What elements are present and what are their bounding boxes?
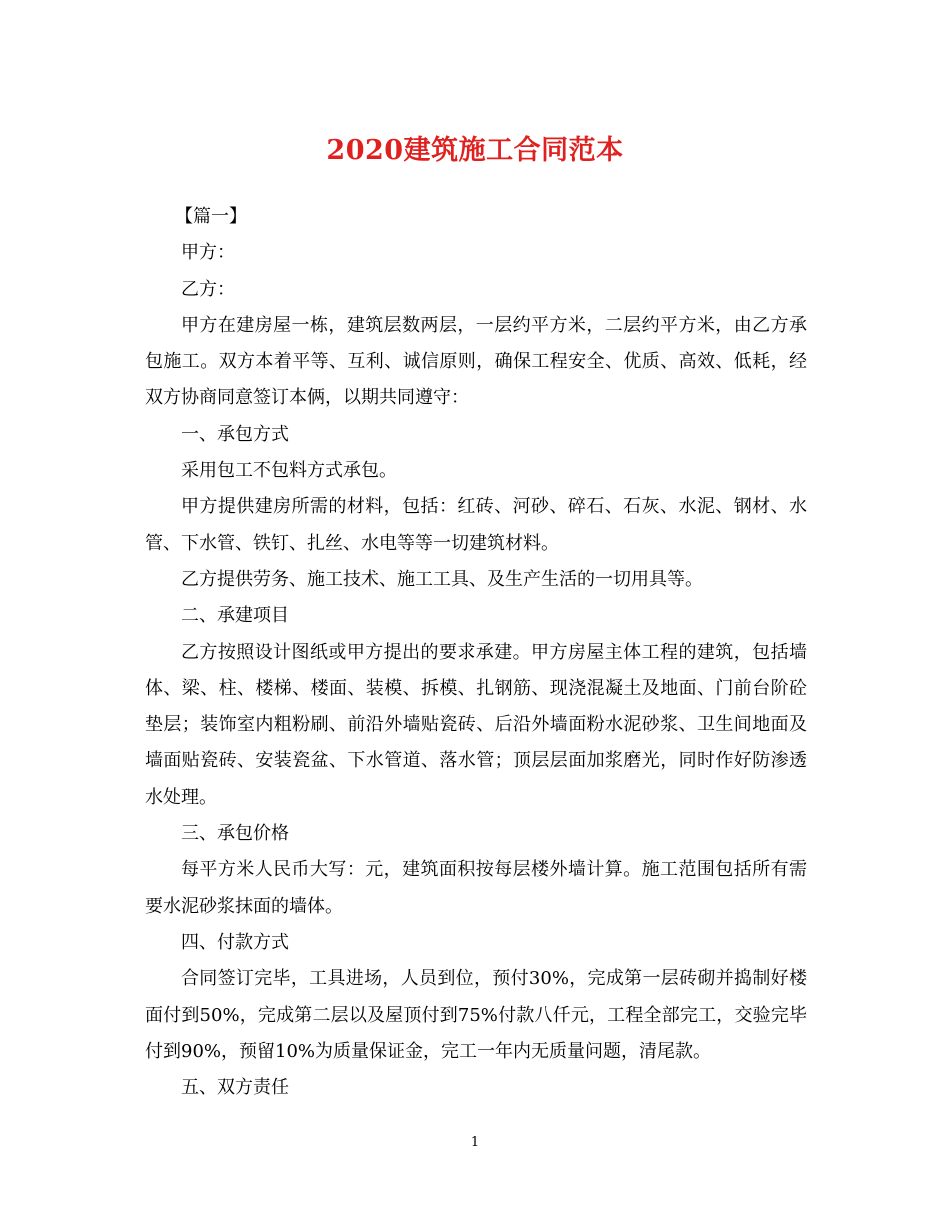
document-body	[145, 199, 807, 1106]
paragraph-project-scope: 乙方按照设计图纸或甲方提出的要求承建。甲方房屋主体工程的建筑，包括墙体、梁、柱、楼梯、楼面、装模、拆模、扎钢筋、现浇混凝土及地面、门前台阶砼垫层；装饰室内粗粉刷、前沿外墙贴瓷砖、后沿外墙面粉水泥砂浆、卫生间地面及墙面贴瓷砖、安装瓷盆、下水管道、落水管；顶层层面加浆磨光，同时作好防渗透水处理。	[145, 641, 807, 808]
paragraph-price: 每平方米人民币大写：元，建筑面积按每层楼外墙计算。施工范围包括所有需要水泥砂浆抹面的墙体。	[145, 859, 807, 917]
intro-paragraph: 甲方在建房屋一栋，建筑层数两层，一层约平方米，二层约平方米，由乙方承包施工。双方本着平等、互利、诚信原则，确保工程安全、优质、高效、低耗，经双方协商同意签订本俩，以期共同遵守：	[145, 314, 807, 409]
document-title: 2020建筑施工合同范本	[326, 135, 624, 166]
paragraph-contract-method: 采用包工不包料方式承包。	[181, 460, 397, 482]
page-number: 1	[470, 1135, 480, 1150]
party-a-line: 甲方：	[181, 242, 235, 264]
paragraph-labor: 乙方提供劳务、施工技术、施工工具、及生产生活的一切用具等。	[181, 568, 703, 590]
section-heading-price: 三、承包价格	[181, 823, 289, 845]
party-b-line: 乙方：	[181, 278, 235, 300]
section-heading-project: 二、承建项目	[181, 605, 289, 627]
section-label-part-one: 【篇一】	[175, 206, 247, 227]
paragraph-materials: 甲方提供建房所需的材料，包括：红砖、河砂、碎石、石灰、水泥、钢材、水管、下水管、铁钉、扎丝、水电等等一切建筑材料。	[145, 496, 807, 554]
paragraph-payment: 合同签订完毕，工具进场，人员到位，预付30%，完成第一层砖砌并捣制好楼面付到50%，完成第二层以及屋顶付到75%付款八仟元，工程全部完工，交验完毕付到90%，预留10%为质量保证金，完工一年内无质量问题，清尾款。	[145, 968, 807, 1062]
section-heading-contract-method: 一、承包方式	[181, 423, 289, 445]
section-heading-payment: 四、付款方式	[181, 931, 289, 953]
section-heading-responsibilities: 五、双方责任	[181, 1077, 289, 1099]
